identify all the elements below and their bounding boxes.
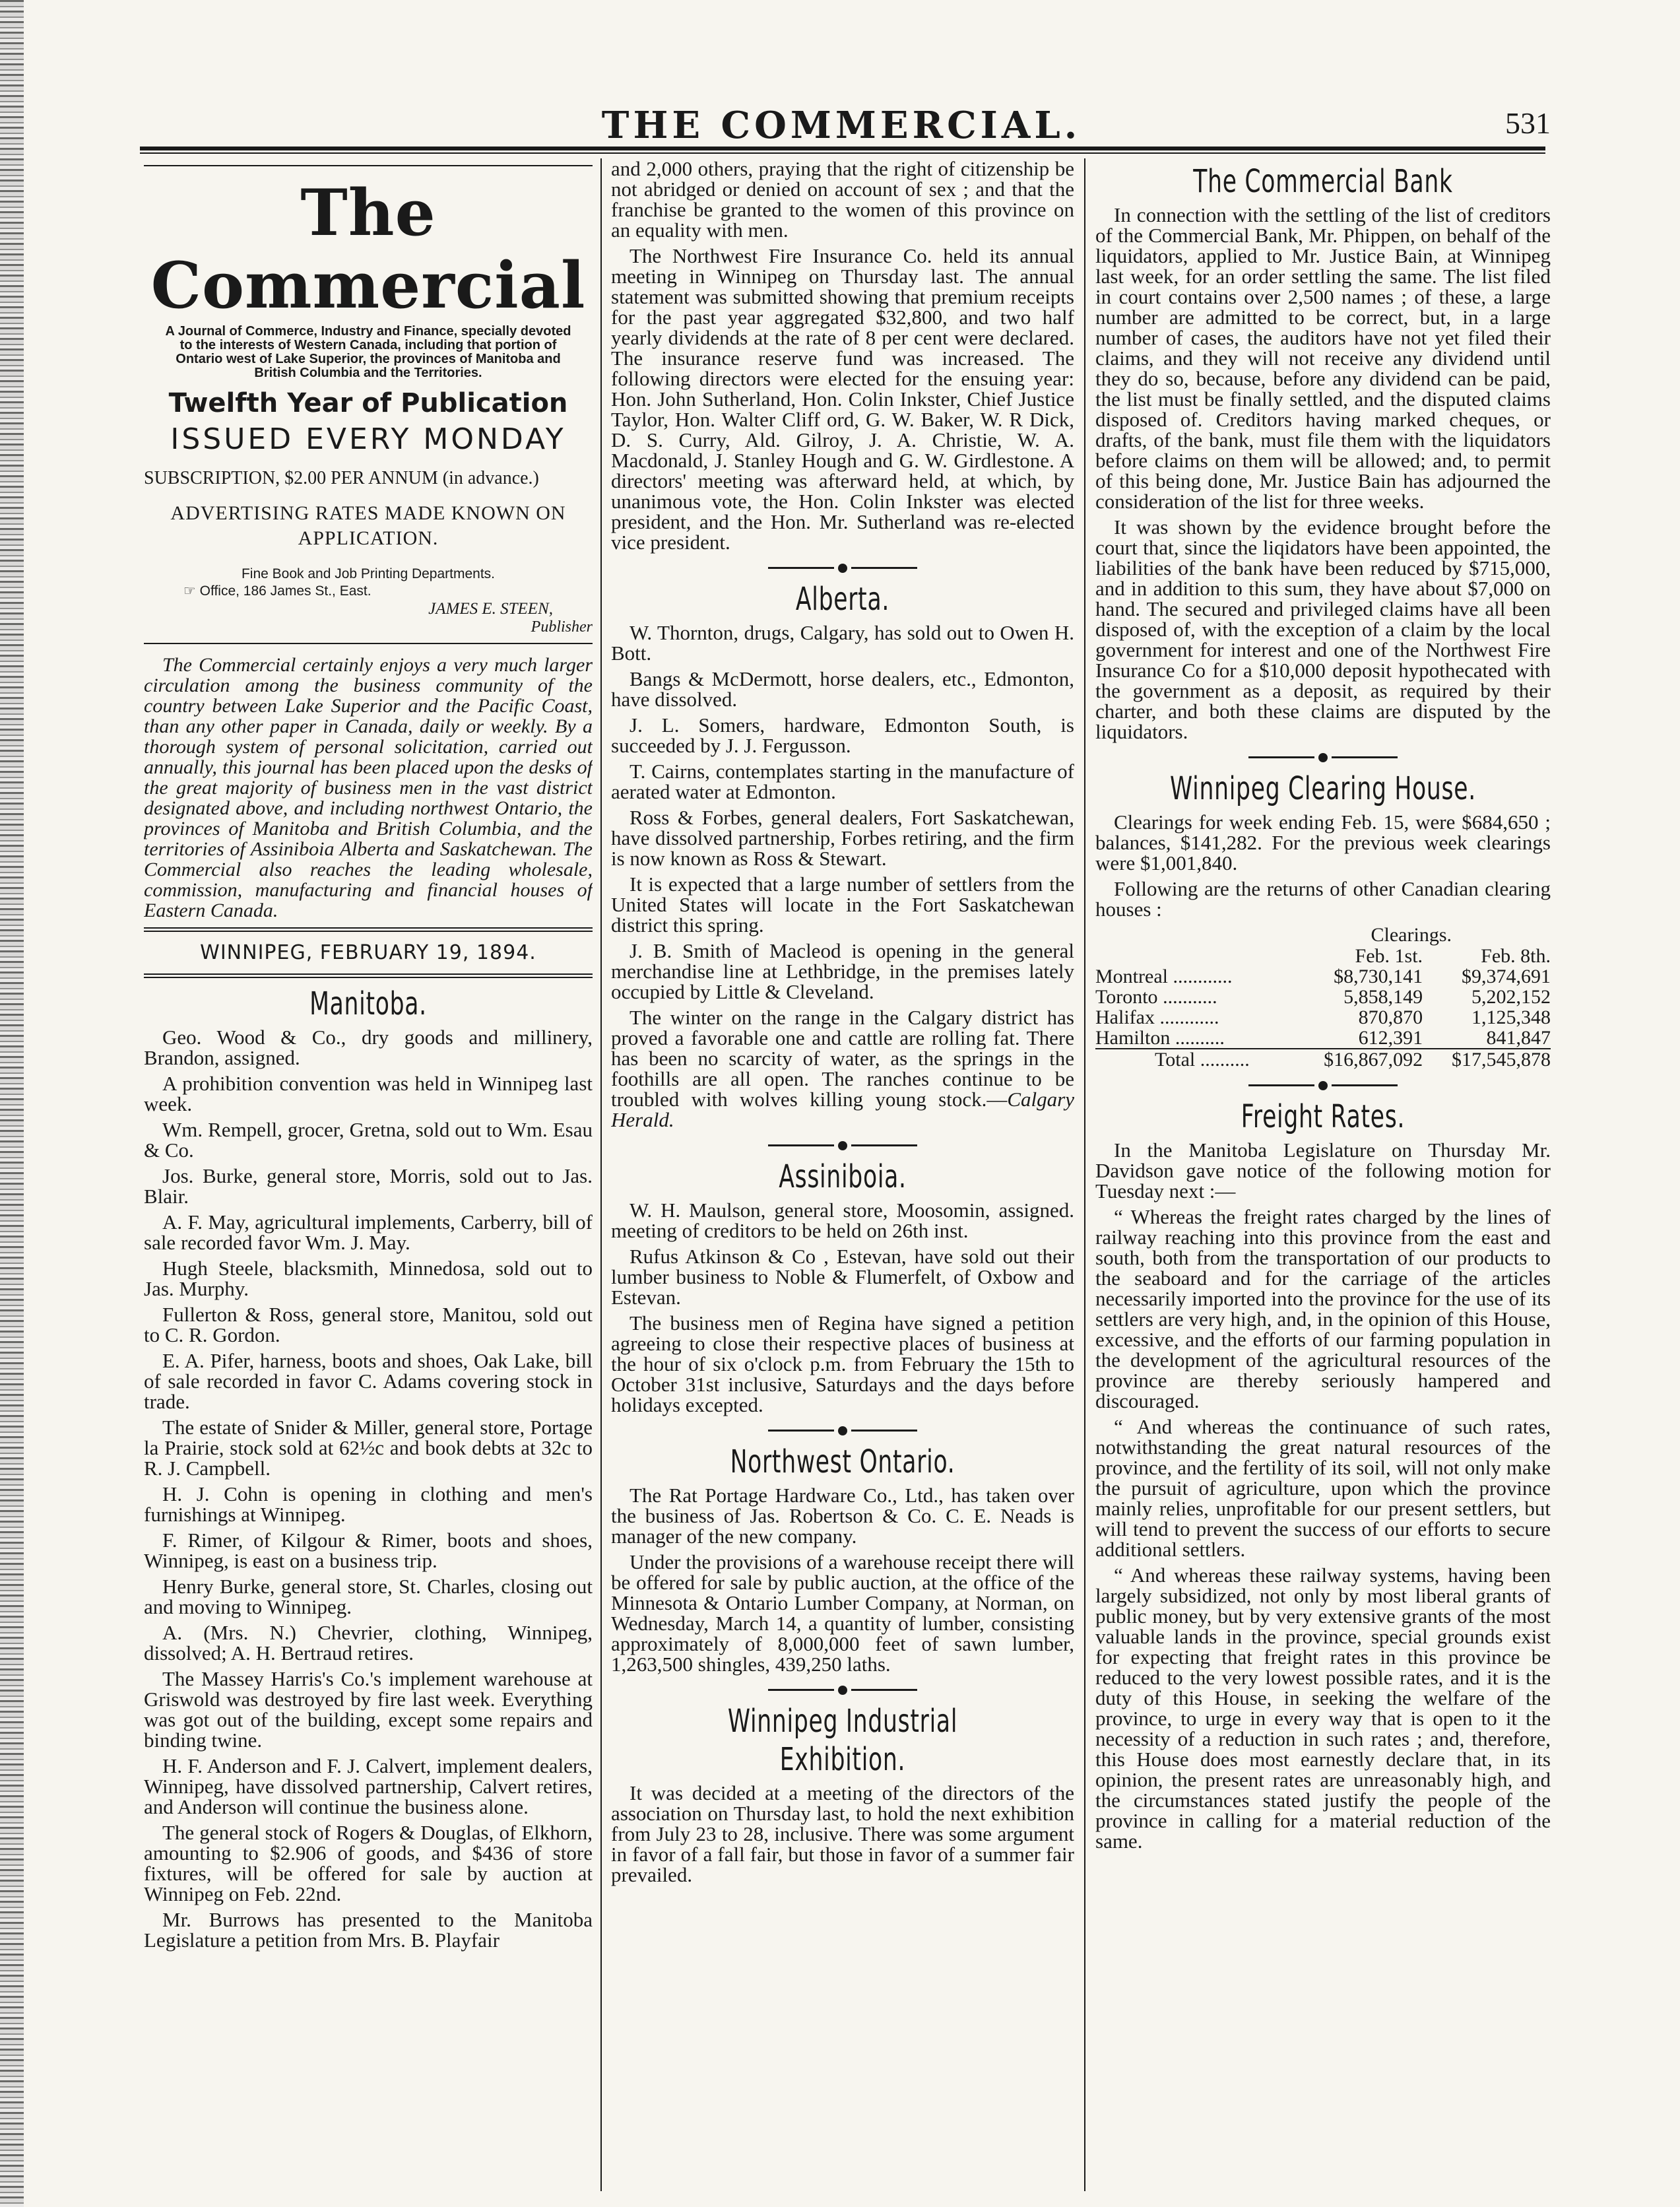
news-item-text: The winter on the range in the Calgary district has proved a favorable one and cattle are rolling fat. There has been no scarcity of water, as the springs in the foothills are all open. The ranches continue to be troubled with wolves killing young stock.— bbox=[611, 1006, 1074, 1111]
newspaper-logo: The Commercial bbox=[150, 176, 586, 323]
news-item: W. H. Maulson, general store, Moosomin, assigned. meeting of creditors to be held on 26th inst. bbox=[611, 1199, 1074, 1242]
news-item: Rufus Atkinson & Co , Estevan, have sold out their lumber business to Noble & Flumerfelt, of Oxbow and Estevan. bbox=[611, 1245, 1074, 1309]
news-item: “ And whereas the continuance of such rates, notwithstanding the great natural resources of the province, and the fertility of its soil, will not only make the pursuit of agriculture, upon which the province mainly relies, unprofitable for our present settlers, but will tend to prevent the success of our efforts to secure additional settlers. bbox=[1095, 1415, 1551, 1561]
city-cell: Montreal ............ bbox=[1095, 966, 1233, 987]
news-item: It is expected that a large number of settlers from the United States will locate in the Fort Saskatchewan district this spring. bbox=[611, 873, 1074, 937]
page-binding-edge bbox=[0, 0, 24, 2207]
news-item: A prohibition convention was held in Winnipeg last week. bbox=[144, 1072, 593, 1115]
printing-department: Fine Book and Job Printing Departments. bbox=[241, 566, 496, 581]
news-item: E. A. Pifer, harness, boots and shoes, Oak Lake, bill of sale recorded in favor C. Adams covering stock in trade. bbox=[144, 1349, 593, 1413]
news-item: Mr. Burrows has presented to the Manitoba Legislature a petition from Mrs. B. Playfair bbox=[144, 1908, 593, 1952]
section-heading-freight-rates: Freight Rates. bbox=[1241, 1098, 1405, 1135]
circulation-blurb: The Commercial certainly enjoys a very much larger circulation among the business community of the country between Lake Superior and the Pacific Coast, than any other paper in Canada, daily or weekly. By a thorough system of personal solicitation, carried out annually, this journal has been placed upon the desks of the great majority of business men in the vast district designated above, and including northwest Ontario, the provinces of Manitoba and British Columbia, and the territories of Assiniboia Alberta and Saskatchewan. The Commercial also reaches the leading wholesale, commission, manufacturing and financial houses of Eastern Canada. bbox=[144, 654, 593, 921]
value-cell: 5,202,152 bbox=[1471, 986, 1551, 1008]
news-item: H. J. Cohn is opening in clothing and men's furnishings at Winnipeg. bbox=[144, 1482, 593, 1526]
section-separator bbox=[1095, 1076, 1551, 1094]
section-separator bbox=[1095, 748, 1551, 766]
news-item: A. (Mrs. N.) Chevrier, clothing, Winnipeg, dissolved; A. H. Bertraud retires. bbox=[144, 1621, 593, 1664]
clearings-table bbox=[1095, 946, 1551, 1070]
value-cell: 841,847 bbox=[1486, 1027, 1551, 1049]
section-heading-commercial-bank: The Commercial Bank bbox=[1193, 163, 1453, 200]
news-item: It was decided at a meeting of the directors of the association on Thursday last, to hold the next exhibition from July 23 to 28, inclusive. There was some argument in favor of a fall fair, but those in favor of a summer fair prevailed. bbox=[611, 1781, 1074, 1886]
news-item: Wm. Rempell, grocer, Gretna, sold out to Wm. Esau & Co. bbox=[144, 1118, 593, 1162]
news-item: The estate of Snider & Miller, general store, Portage la Prairie, stock sold at 62½c and book debts at 32c to R. J. Campbell. bbox=[144, 1416, 593, 1480]
clearings-title: Clearings. bbox=[1371, 924, 1452, 946]
column-header: Feb. 8th. bbox=[1481, 945, 1551, 967]
publisher-title: Publisher bbox=[531, 618, 593, 636]
city-cell: Toronto ........... bbox=[1095, 986, 1217, 1008]
column-3 bbox=[1095, 158, 1551, 1857]
news-item: Hugh Steele, blacksmith, Minnedosa, sold out to Jas. Murphy. bbox=[144, 1257, 593, 1300]
section-heading-alberta: Alberta. bbox=[795, 581, 890, 618]
table-row bbox=[1095, 1028, 1551, 1049]
section-separator bbox=[611, 1681, 1074, 1698]
news-item: Geo. Wood & Co., dry goods and millinery, Brandon, assigned. bbox=[144, 1026, 593, 1069]
table-total-row bbox=[1095, 1049, 1551, 1070]
news-item: Jos. Burke, general store, Morris, sold out to Jas. Blair. bbox=[144, 1164, 593, 1208]
subscription-rate: SUBSCRIPTION, $2.00 PER ANNUM (in advance.) bbox=[144, 468, 539, 488]
column-rule bbox=[1084, 158, 1085, 2191]
news-item: In the Manitoba Legislature on Thursday Mr. Davidson gave notice of the following motion for Tuesday next :— bbox=[1095, 1138, 1551, 1202]
section-separator bbox=[611, 1136, 1074, 1154]
value-cell: 1,125,348 bbox=[1471, 1006, 1551, 1028]
news-item: W. Thornton, drugs, Calgary, has sold out to Owen H. Bott. bbox=[611, 621, 1074, 665]
section-separator bbox=[611, 559, 1074, 576]
section-heading-assiniboia: Assiniboia. bbox=[779, 1158, 907, 1195]
office-address: ☞ Office, 186 James St., East. bbox=[183, 583, 372, 599]
table-row bbox=[1095, 1007, 1551, 1028]
news-item: The Massey Harris's Co.'s implement warehouse at Griswold was destroyed by fire last week. Everything was got out of the building, except some repairs and binding twine. bbox=[144, 1667, 593, 1752]
section-heading-clearing-house: Winnipeg Clearing House. bbox=[1170, 770, 1476, 807]
news-item: Following are the returns of other Canadian clearing houses : bbox=[1095, 877, 1551, 921]
news-item: T. Cairns, contemplates starting in the manufacture of aerated water at Edmonton. bbox=[611, 760, 1074, 803]
page-number: 531 bbox=[1505, 106, 1551, 140]
double-rule bbox=[144, 927, 593, 932]
value-cell: 5,858,149 bbox=[1343, 986, 1423, 1008]
news-item: Henry Burke, general store, St. Charles, closing out and moving to Winnipeg. bbox=[144, 1575, 593, 1618]
running-title: THE COMMERCIAL. bbox=[601, 104, 1082, 147]
publication-year: Twelfth Year of Publication bbox=[168, 388, 568, 418]
header-rule bbox=[140, 147, 1545, 154]
news-item: “ And whereas these railway systems, having been largely subsidized, not only by most liberal grants of public money, but by very extensive grants of the most valuable lands in the province, special grounds exist for expecting that freight rates in this province be reduced to the very lowest possible rates, and it is the duty of this House, in seeking the welfare of the province, to urge in every way that is open to it the necessity of a reduction in such rates ; and, therefore, this House does most earnestly declare that, in its opinion, the present rates are unreasonably high, and the circumstances stated justify the people of the province in calling for a material reduction of the same. bbox=[1095, 1564, 1551, 1853]
advertising-note: ADVERTISING RATES MADE KNOWN ON APPLICATION. bbox=[170, 502, 566, 549]
issue-frequency: ISSUED EVERY MONDAY bbox=[170, 422, 566, 456]
news-item: Under the provisions of a warehouse receipt there will be offered for sale by public auction, at the office of the Minnesota & Ontario Lumber Company, at Norman, on Wednesday, March 14, a quantity of lumber, consisting approximately of 8,000,000 feet of sawn lumber, 1,263,500 shingles, 439,250 laths. bbox=[611, 1550, 1074, 1676]
total-cell: $16,867,092 bbox=[1295, 1049, 1423, 1070]
column-1 bbox=[144, 158, 593, 1956]
city-cell: Hamilton .......... bbox=[1095, 1027, 1225, 1049]
news-item: J. L. Somers, hardware, Edmonton South, is succeeded by J. J. Fergusson. bbox=[611, 713, 1074, 757]
news-item: and 2,000 others, praying that the right of citizenship be not abridged or denied on account of sex ; and that the franchise be granted to the women of this province on an equality with men. bbox=[611, 158, 1074, 242]
section-heading-exhibition: Winnipeg Industrial Exhibition. bbox=[727, 1703, 958, 1778]
section-separator bbox=[611, 1422, 1074, 1439]
news-item: The business men of Regina have signed a petition agreeing to close their respective places of business at the hour of six o'clock p.m. from February the 15th to October 31st inclusive, Saturdays and the days before holidays excepted. bbox=[611, 1311, 1074, 1416]
news-item: It was shown by the evidence brought before the court that, since the liqidators have been appointed, the liabilities of the bank have been reduced by $715,000, and in addition to this sum, they have about $7,000 on hand. The secured and privileged claims have all been disposed of, with the exception of a claim by the local government for interest and one of the Northwest Fire Insurance Co for a $10,000 deposit hypothecated with the government as a deposit, as required by their charter, and both these claims are disputed by the liquidators. bbox=[1095, 515, 1551, 743]
dateline: WINNIPEG, FEBRUARY 19, 1894. bbox=[200, 941, 536, 964]
value-cell: $9,374,691 bbox=[1462, 966, 1551, 987]
news-item: J. B. Smith of Macleod is opening in the general merchandise line at Lethbridge, in the premises lately occupied by Little & Cleveland. bbox=[611, 939, 1074, 1003]
total-label: Total .......... bbox=[1095, 1049, 1295, 1070]
news-item: The Rat Portage Hardware Co., Ltd., has taken over the business of Jas. Robertson & Co. C. E. Neads is manager of the new company. bbox=[611, 1484, 1074, 1548]
double-rule bbox=[144, 973, 593, 978]
value-cell: 870,870 bbox=[1358, 1006, 1423, 1028]
section-heading-northwest-ontario: Northwest Ontario. bbox=[730, 1443, 955, 1480]
table-header-row bbox=[1095, 946, 1551, 966]
news-item: Bangs & McDermott, horse dealers, etc., Edmonton, have dissolved. bbox=[611, 667, 1074, 711]
rule bbox=[144, 165, 593, 166]
news-item: The Northwest Fire Insurance Co. held its annual meeting in Winnipeg on Thursday last. The annual statement was submitted showing that premium receipts for the past year aggregated $32,800, and two half yearly dividends at the rate of 8 per cent were declared. The insurance reserve fund was increased. The following directors were elected for the ensuing year: Hon. John Sutherland, Hon. Colin Inkster, Chief Justice Taylor, Hon. Walter Cliff ord, G. W. Baker, W. R Dick, D. S. Curry, Ald. Gilroy, J. A. Christie, W. A. Macdonald, J. Stanley Hough and G. W. Girdlestone. A directors' meeting was afterward held, at which, by unanimous vote, the Hon. Colin Inkster was elected president, and the Hon. Mr. Sutherland was re-elected vice president. bbox=[611, 244, 1074, 554]
news-item: F. Rimer, of Kilgour & Rimer, boots and shoes, Winnipeg, is east on a business trip. bbox=[144, 1529, 593, 1572]
news-item: Clearings for week ending Feb. 15, were $684,650 ; balances, $141,282. For the previous week clearings were $1,001,840. bbox=[1095, 810, 1551, 874]
news-item: In connection with the settling of the list of creditors of the Commercial Bank, Mr. Phippen, on behalf of the liquidators, applied to Mr. Justice Bain, at Winnipeg last week, for an order settling the same. The list filed in court contains over 2,500 names ; of these, a large number are admitted to be correct, but, in a large number of cases, the auditors have not yet filed their claims, and they will not receive any dividend until they do so, because, before any dividend can be paid, the list must be finally settled, and the disputed claims disposed of. Creditors having marked cheques, or drafts, of the bank, must file them with the liquidators before claims on them will be allowed; and, to permit of this being done, Mr. Justice Bain has adjourned the consideration of the list for three weeks. bbox=[1095, 203, 1551, 513]
value-cell: 612,391 bbox=[1358, 1027, 1423, 1049]
running-header bbox=[132, 99, 1551, 152]
column-rule bbox=[600, 158, 602, 2191]
table-row bbox=[1095, 966, 1551, 987]
news-item: Ross & Forbes, general dealers, Fort Saskatchewan, have dissolved partnership, Forbes retiring, and the firm is now known as Ross & Stewart. bbox=[611, 806, 1074, 870]
journal-description: A Journal of Commerce, Industry and Finance, specially devoted to the interests of Western Canada, including that portion of Ontario west of Lake Superior, the provinces of Manitoba and British Columbia and the Territories. bbox=[165, 324, 571, 380]
office-address-text: Office, 186 James St., East. bbox=[199, 583, 372, 599]
rule bbox=[144, 643, 593, 644]
value-cell: $8,730,141 bbox=[1334, 966, 1423, 987]
city-cell: Halifax ............ bbox=[1095, 1006, 1219, 1028]
column-header: Feb. 1st. bbox=[1355, 945, 1423, 967]
news-item: The general stock of Rogers & Douglas, of Elkhorn, amounting to $2.906 of goods, and $436 of store fixtures, will be offered for sale by auction at Winnipeg on Feb. 22nd. bbox=[144, 1821, 593, 1905]
table-row bbox=[1095, 987, 1551, 1007]
news-item bbox=[611, 1007, 1074, 1130]
news-item: Fullerton & Ross, general store, Manitou, sold out to C. R. Gordon. bbox=[144, 1303, 593, 1346]
news-item: A. F. May, agricultural implements, Carberry, bill of sale recorded favor Wm. J. May. bbox=[144, 1210, 593, 1254]
total-cell: $17,545,878 bbox=[1423, 1049, 1551, 1070]
section-heading-manitoba: Manitoba. bbox=[309, 985, 427, 1022]
publisher-name: JAMES E. STEEN, bbox=[428, 600, 553, 618]
news-item: “ Whereas the freight rates charged by the lines of railway reaching into this province from the east and south, both from the transportation of our products to the seaboard and for the carriage of the articles necessarily imported into the province for the use of its settlers are very high, and, in the opinion of this House, excessive, and the efforts of our farming population in the development of the agricultural resources of the province are thereby seriously hampered and discouraged. bbox=[1095, 1205, 1551, 1412]
news-item: H. F. Anderson and F. J. Calvert, implement dealers, Winnipeg, have dissolved partnership, Calvert retires, and Anderson will continue the business alone. bbox=[144, 1754, 593, 1818]
news-source: Calgary Herald. bbox=[611, 1088, 1074, 1131]
column-2 bbox=[611, 158, 1074, 1890]
